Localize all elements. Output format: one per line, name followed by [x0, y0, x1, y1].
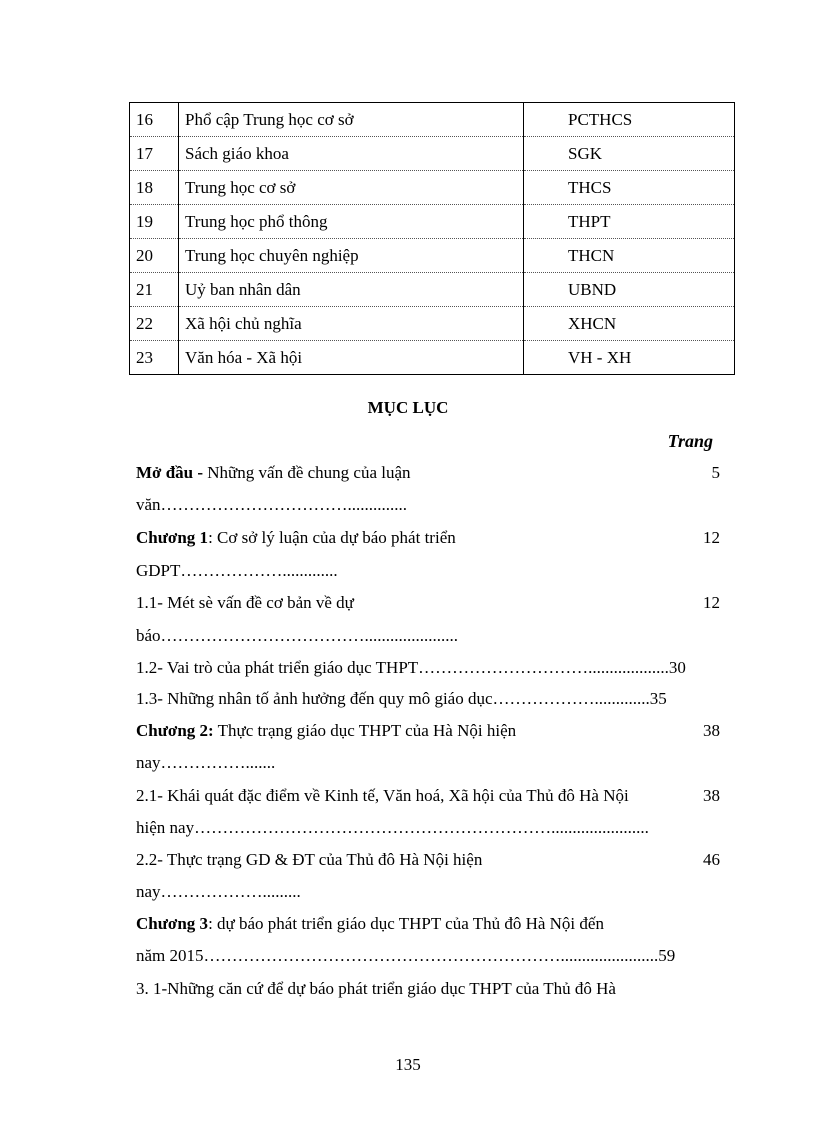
toc-line: [136, 463, 720, 491]
abbreviation-table: [129, 102, 735, 375]
toc-chapter-lead: Chương 2:: [136, 721, 214, 740]
toc-entry-title: Những vấn đề chung của luận: [203, 463, 411, 482]
abbreviation-cell: SGK: [524, 137, 735, 171]
term-cell: Xã hội chủ nghĩa: [179, 307, 524, 341]
toc-entry-title: nay……………….........: [136, 882, 301, 901]
toc-line: [136, 818, 720, 846]
table-row: [130, 341, 735, 375]
row-number-cell: 22: [130, 307, 179, 341]
toc-entry-title: 2.1- Khái quát đặc điểm về Kinh tế, Văn hoá, Xã hội của Thủ đô Hà Nội: [136, 786, 629, 805]
toc-entry-text: [136, 528, 456, 548]
toc-entry-title: GDPT……………….............: [136, 561, 338, 580]
toc-line: [136, 979, 720, 1007]
toc-line: [136, 593, 720, 621]
abbreviation-cell: VH - XH: [524, 341, 735, 375]
term-cell: Trung học cơ sở: [179, 171, 524, 205]
toc-line: [136, 721, 720, 749]
page-number: 135: [395, 1055, 421, 1074]
toc-line: [136, 786, 720, 814]
toc-entry-text: [136, 786, 629, 806]
toc-page-number: 12: [703, 528, 720, 547]
abbreviation-cell: PCTHCS: [524, 103, 735, 137]
toc-entry-text: [136, 721, 516, 741]
row-number-cell: 21: [130, 273, 179, 307]
toc-page-number: 5: [711, 463, 720, 482]
toc-line: [136, 658, 720, 686]
toc-chapter-lead: Mở đầu -: [136, 463, 204, 482]
table-row: [130, 307, 735, 341]
row-number-cell: 23: [130, 341, 179, 375]
toc-entry-title: 1.1- Mét sè vấn đề cơ bản về dự: [136, 593, 354, 612]
table-row: [130, 239, 735, 273]
toc-entry-text: [136, 979, 616, 999]
abbreviation-cell: THCS: [524, 171, 735, 205]
toc-line: [136, 914, 720, 942]
toc-entry-text: [136, 463, 411, 483]
row-number-cell: 20: [130, 239, 179, 273]
toc-page-header: Trang: [667, 431, 713, 451]
toc-line: [136, 495, 720, 523]
table-row: [130, 103, 735, 137]
toc-entry-text: [136, 626, 458, 646]
toc-entry-title: báo………………………………......................: [136, 626, 459, 645]
toc-entry-text: [136, 882, 301, 902]
toc-chapter-lead: Chương 1: [136, 528, 209, 547]
toc-chapter-lead: Chương 3: [136, 914, 209, 933]
table-row: [130, 273, 735, 307]
toc-title: MỤC LỤC: [367, 398, 449, 417]
table-row: [130, 137, 735, 171]
toc-page-number: 38: [703, 721, 720, 740]
toc-entry-title: nay…………….......: [136, 753, 276, 772]
toc-entry-title: Thực trạng giáo dục THPT của Hà Nội hiện: [213, 721, 517, 740]
toc-page-number: 38: [703, 786, 720, 805]
toc-entry-title: 2.2- Thực trạng GD & ĐT của Thủ đô Hà Nội hiện: [136, 850, 483, 869]
term-cell: Phổ cập Trung học cơ sở: [179, 103, 524, 137]
abbreviation-cell: XHCN: [524, 307, 735, 341]
abbreviation-cell: THPT: [524, 205, 735, 239]
term-cell: Trung học chuyên nghiệp: [179, 239, 524, 273]
toc-line: [136, 626, 720, 654]
toc-line: [136, 561, 720, 589]
toc-entry-text: [136, 850, 482, 870]
table-row: [130, 205, 735, 239]
toc-entry-title: : dự báo phát triển giáo dục THPT của Thủ đô Hà Nội đến: [208, 914, 604, 933]
toc-entry-title: hiện nay……………………………………………………….......................: [136, 818, 649, 837]
abbreviation-cell: UBND: [524, 273, 735, 307]
abbreviation-cell: THCN: [524, 239, 735, 273]
toc-entry-title: : Cơ sở lý luận của dự báo phát triển: [208, 528, 456, 547]
toc-line: [136, 753, 720, 781]
table-row: [130, 171, 735, 205]
row-number-cell: 18: [130, 171, 179, 205]
toc-entry-text: [136, 561, 338, 581]
toc-entry-title: văn……………………………..............: [136, 495, 408, 514]
row-number-cell: 17: [130, 137, 179, 171]
toc-line: [136, 946, 720, 974]
toc-entry-text: [136, 689, 667, 709]
toc-entry-text: [136, 593, 354, 613]
toc-entry-title: năm 2015……………………………………………………….......................59: [136, 946, 676, 965]
term-cell: Trung học phổ thông: [179, 205, 524, 239]
row-number-cell: 16: [130, 103, 179, 137]
toc-line: [136, 528, 720, 556]
toc-page-number: 46: [703, 850, 720, 869]
toc-entry-text: [136, 495, 407, 515]
term-cell: Sách giáo khoa: [179, 137, 524, 171]
toc-entry-text: [136, 753, 275, 773]
toc-entry-text: [136, 818, 649, 838]
row-number-cell: 19: [130, 205, 179, 239]
toc-entry-title: 1.3- Những nhân tố ảnh hưởng đến quy mô giáo dục……………….............35: [136, 689, 667, 708]
toc-page-number: 12: [703, 593, 720, 612]
term-cell: Uỷ ban nhân dân: [179, 273, 524, 307]
toc-line: [136, 689, 720, 717]
toc-entry-title: 1.2- Vai trò của phát triển giáo dục THPT…………………………...................30: [136, 658, 686, 677]
toc-line: [136, 850, 720, 878]
toc-entry-title: 3. 1-Những căn cứ để dự báo phát triển giáo dục THPT của Thủ đô Hà: [136, 979, 616, 998]
toc-entry-text: [136, 946, 675, 966]
toc-entry-text: [136, 658, 686, 678]
toc-entry-text: [136, 914, 604, 934]
toc-line: [136, 882, 720, 910]
term-cell: Văn hóa - Xã hội: [179, 341, 524, 375]
